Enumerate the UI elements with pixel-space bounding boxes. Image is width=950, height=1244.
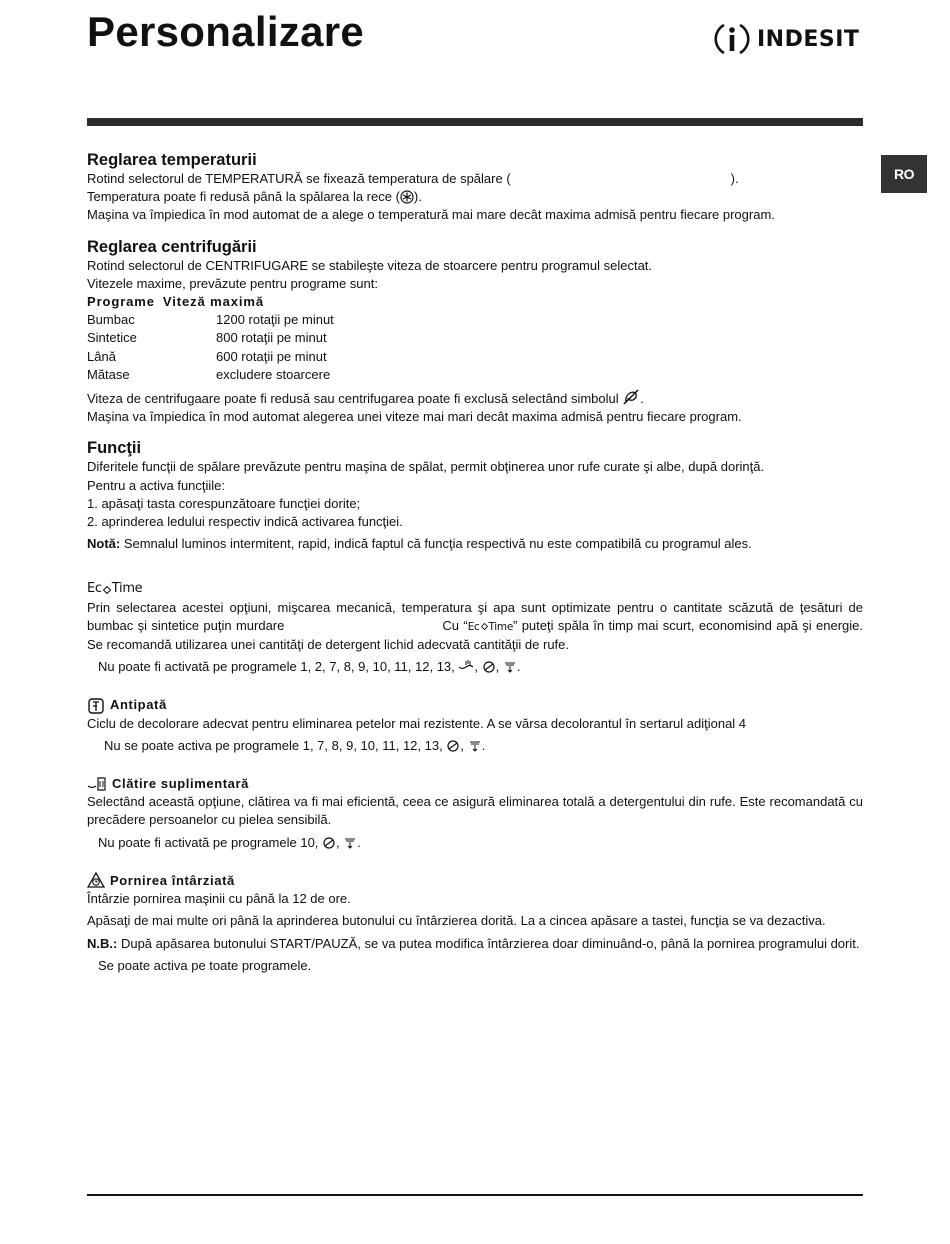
paragraph: Diferitele funcţii de spălare prevăzute pentru maşina de spălat, permit obţinerea unor rufe curate şi albe, după dorinţă.	[87, 459, 765, 475]
section-heading: Reglarea centrifugării	[87, 237, 257, 256]
list-item: 2. aprinderea ledului respectiv indică activarea funcţiei.	[87, 514, 403, 530]
paragraph: Ciclu de decolorare adecvat pentru eliminarea petelor mai rezistente. A se vărsa decolorantul în sertarul adiţional 4	[87, 715, 747, 731]
drain-icon	[343, 836, 357, 850]
extra-rinse-icon	[87, 776, 107, 792]
section-heading: Reglarea temperaturii	[87, 151, 257, 169]
paragraph: Pentru a activa funcţiile:	[87, 477, 226, 493]
restriction-note: Nu poate fi activată pe programele 1, 2, 7, 8, 9, 10, 11, 12, 13, , , .	[98, 659, 521, 675]
restriction-note: Nu poate fi activată pe programele 10, , .	[98, 834, 361, 850]
cold-wash-icon	[400, 190, 414, 204]
paragraph: Vitezele maxime, prevăzute pentru programe sunt:	[87, 275, 378, 291]
no-spin-icon	[622, 388, 640, 406]
table-row: Lână 600 rotaţii pe minut	[87, 348, 327, 364]
indesit-i-icon	[712, 20, 752, 58]
stain-removal-icon	[87, 697, 105, 715]
paragraph: Prin selectarea acestei opţiuni, mişcarea mecanică, temperatura şi apa sunt optimizate pentru o cantitate scăzută de ţesături de bumbac şi sintetice puţin murdare Cu “ Ec Time ” puteţi spăla în timp mai scurt, economisind apă şi energie. Se recomandă utilizarea unei cantităţi de detergent lichid adecvată cantităţii de rufe.	[87, 599, 863, 653]
section-functions	[87, 438, 863, 553]
delicates-icon	[322, 836, 336, 850]
table-row: Mătase excludere stoarcere	[87, 366, 331, 382]
drain-icon	[503, 660, 517, 674]
hand-wash-icon	[458, 658, 474, 674]
section-ecotime	[87, 579, 863, 676]
paragraph: Rotind selectorul de CENTRIFUGARE se stabileşte viteza de stoarcere pentru programul selectat.	[87, 257, 653, 273]
ecotime-label: Ec Time	[87, 581, 143, 597]
paragraph: Rotind selectorul de TEMPERATURĂ se fixează temperatura de spălare ( ).	[87, 171, 739, 186]
page-title: Personalizare	[87, 8, 365, 55]
paragraph: Maşina va împiedica în mod automat de a alege o temperatură mai mare decât maxima admisă pentru fiecare program.	[87, 207, 775, 223]
subsection-heading: Pornirea întârziată	[87, 872, 863, 890]
list-item: 1. apăsaţi tasta corespunzătoare funcţiei dorite;	[87, 495, 361, 511]
section-heading: Funcţii	[87, 439, 142, 458]
brand-logo	[712, 20, 859, 58]
subsection-heading: Antipată	[87, 696, 863, 714]
restriction-note: Se poate activa pe toate programele.	[98, 957, 312, 973]
section-spin	[87, 237, 863, 427]
section-antipata	[87, 696, 863, 755]
leaf-icon	[103, 586, 111, 594]
brand-name: INDESIT	[757, 26, 860, 52]
section-delay-start	[87, 872, 863, 975]
paragraph: Apăsaţi de mai multe ori până la aprinderea butonului cu întârzierea dorită. La a cincea apăsare a tastei, funcţia se va dezactiva.	[87, 913, 826, 929]
paragraph: Temperatura poate fi redusă până la spălarea la rece ( ).	[87, 189, 422, 205]
delicates-icon	[482, 660, 496, 674]
footer-divider	[87, 1194, 863, 1196]
drain-icon	[468, 739, 482, 753]
table-row: Sintetice 800 rotaţii pe minut	[87, 330, 327, 346]
leaf-icon	[481, 623, 488, 630]
table-row: Bumbac 1200 rotaţii pe minut	[87, 312, 334, 328]
restriction-note: Nu se poate activa pe programele 1, 7, 8, 9, 10, 11, 12, 13, , .	[104, 737, 486, 753]
header-divider	[87, 118, 863, 126]
document-body	[87, 150, 863, 987]
note: N.B.: După apăsarea butonului START/PAUZĂ, se va putea modifica întârzierea doar diminuând-o, până la pornirea programului dorit.	[87, 935, 860, 951]
paragraph: Selectând această opţiune, clătirea va fi mai eficientă, ceea ce asigură eliminarea totală a detergentului din rufe. Este recomandată cu precădere persoanelor cu pielea sensibilă.	[87, 794, 863, 828]
paragraph: Viteza de centrifugaare poate fi redusă sau centrifugarea poate fi exclusă selectând simbolul .	[87, 388, 863, 408]
section-temperature	[87, 150, 863, 225]
paragraph: Maşina va împiedica în mod automat alegerea unei viteze mai mari decât maxima admisă pentru fiecare program.	[87, 409, 742, 425]
delicates-icon	[446, 739, 460, 753]
language-tab: RO	[881, 155, 927, 193]
note: Notă: Semnalul luminos intermitent, rapid, indică faptul că funcţia respectivă nu este compatibilă cu programul ales.	[87, 536, 752, 552]
subsection-heading: Clătire suplimentară	[87, 775, 863, 793]
section-extra-rinse	[87, 775, 863, 852]
paragraph: Întârzie pornirea maşinii cu până la 12 de ore.	[87, 891, 351, 907]
delay-timer-icon	[87, 872, 105, 890]
table-header: Programe Viteză maximă	[87, 294, 264, 310]
